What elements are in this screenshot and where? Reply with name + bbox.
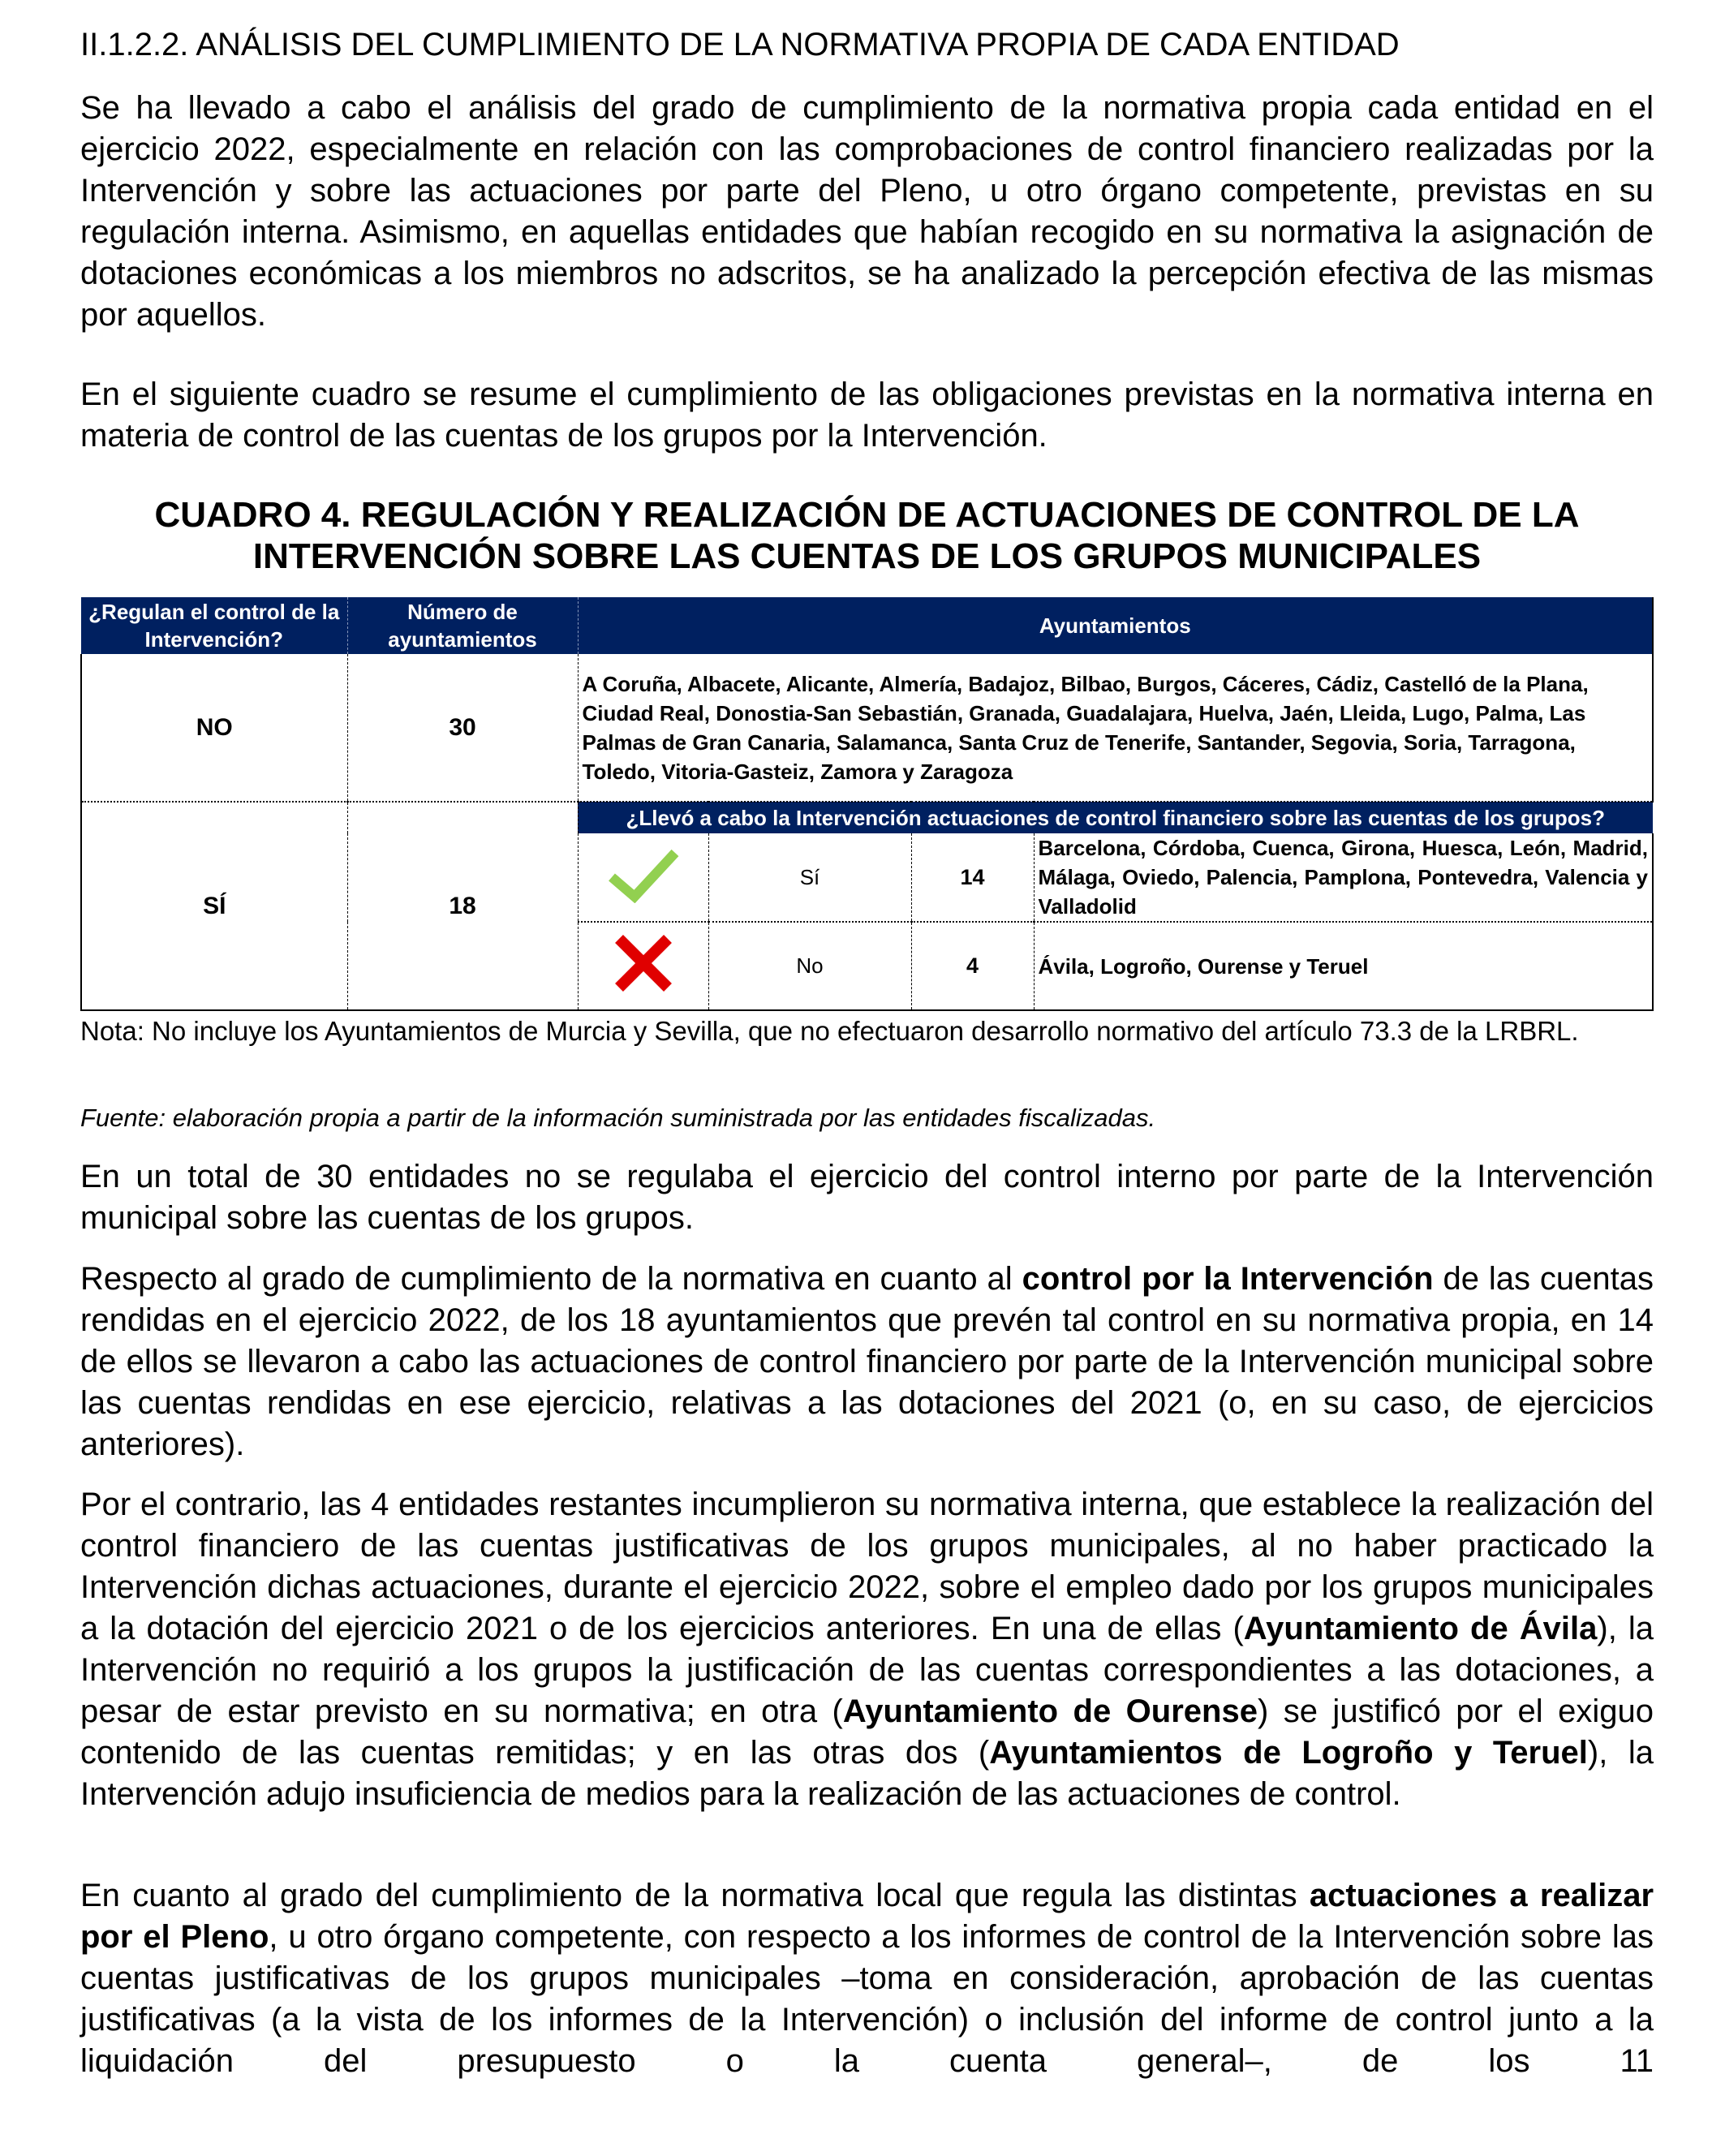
p6-bold: actuaciones a realizar por el Pleno [80, 1878, 1654, 1955]
no-count: 4 [911, 922, 1034, 1010]
no-label: No [708, 922, 911, 1010]
header-numero: Número de ayuntamientos [347, 597, 578, 654]
p5-text-3: ) se justificó por el exiguo contenido de las cuentas remitidas; y en las otras dos ( [80, 1693, 1654, 1771]
p4-text: Respecto al grado de cumplimiento de la normativa en cuanto al [80, 1261, 1022, 1297]
count-si: 18 [347, 802, 578, 1010]
paragraph-6 [80, 1875, 1654, 2082]
paragraph-1: Se ha llevado a cabo el análisis del grado de cumplimiento de la normativa propia cada entidad en el ejercicio 2022, especialmente en relación con las comprobaciones de control financiero realizadas por la Intervención y sobre las actuaciones por parte del Pleno, u otro órgano competente, previstas en su regulación interna. Asimismo, en aquellas entidades que habían recogido en su normativa la asignación de dotaciones económicas a los miembros no adscritos, se ha analizado la percepción efectiva de las mismas por aquellos. [80, 90, 1654, 333]
table-note: Nota: No incluye los Ayuntamientos de Murcia y Sevilla, que no efectuaron desarrollo normativo del artículo 73.3 de la LRBRL. [80, 1016, 1579, 1046]
answer-si: SÍ [81, 802, 347, 1010]
yes-label: Sí [708, 833, 911, 922]
p5-text-4: ), la Intervención adujo insuficiencia de medios para la realización de las actuaciones de control. [80, 1735, 1654, 1812]
header-ayuntamientos: Ayuntamientos [578, 597, 1653, 654]
table-row-si [81, 802, 1653, 833]
p4-text-2: de las cuentas rendidas en el ejercicio 2022, de los 18 ayuntamientos que prevén tal control en su normativa propia, en 14 de ellos se llevaron a cabo las actuaciones de control financiero por parte de la Intervención municipal sobre las cuentas rendidas en ese ejercicio, relativas a las dotaciones del 2021 (o, en su caso, de ejercicios anteriores). [80, 1261, 1654, 1462]
count-no: 30 [347, 654, 578, 802]
p5-bold-logrono-teruel: Ayuntamientos de Logroño y Teruel [989, 1735, 1588, 1771]
list-no: A Coruña, Albacete, Alicante, Almería, Badajoz, Bilbao, Burgos, Cáceres, Cádiz, Castelló de la Plana, Ciudad Real, Donostia-San Sebastián, Granada, Guadalajara, Huelva, Jaén, Lleida, Lugo, Palma, Las Palmas de Gran Canaria, Salamanca, Santa Cruz de Tenerife, Santander, Segovia, Soria, Tarragona, Toledo, Vitoria-Gasteiz, Zamora y Zaragoza [578, 654, 1653, 802]
table-source: Fuente: elaboración propia a partir de la información suministrada por las entidades fiscalizadas. [80, 1104, 1156, 1132]
header-regulan: ¿Regulan el control de la Intervención? [81, 597, 347, 654]
paragraph-3: En un total de 30 entidades no se regulaba el ejercicio del control interno por parte de la Intervención municipal sobre las cuentas de los grupos. [80, 1159, 1654, 1236]
answer-no: NO [81, 654, 347, 802]
table-header-row [81, 597, 1653, 654]
table-row-no [81, 654, 1653, 802]
cuadro-4-table [80, 597, 1654, 1011]
table-title [80, 494, 1654, 577]
p5-bold-avila: Ayuntamiento de Ávila [1243, 1611, 1598, 1646]
p5-text-2: ), la Intervención no requirió a los grupos la justificación de las cuentas correspondientes a las dotaciones, a pesar de estar previsto en su normativa; en otra ( [80, 1611, 1654, 1729]
p6-text-2: , u otro órgano competente, con respecto a los informes de control de la Intervención sobre las cuentas justificativas de los grupos municipales –toma en consideración, aprobación de las cuentas justificativas (a la vista de los informes de la Intervención) o inclusión del informe de control junto a la liquidación del presupuesto o la cuenta general–, de los 11 [80, 1919, 1654, 2079]
table-title-line-1: CUADRO 4. REGULACIÓN Y REALIZACIÓN DE ACTUACIONES DE CONTROL DE LA [154, 495, 1580, 535]
no-list: Ávila, Logroño, Ourense y Teruel [1034, 922, 1653, 1010]
yes-count: 14 [911, 833, 1034, 922]
paragraph-2: En el siguiente cuadro se resume el cumplimiento de las obligaciones previstas en la normativa interna en materia de control de las cuentas de los grupos por la Intervención. [80, 377, 1654, 454]
table-title-line-2: INTERVENCIÓN SOBRE LAS CUENTAS DE LOS GRUPOS MUNICIPALES [252, 536, 1482, 576]
p5-text: Por el contrario, las 4 entidades restantes incumplieron su normativa interna, que establece la realización del control financiero de las cuentas justificativas de los grupos municipales, al no haber practicado la Intervención dichas actuaciones, durante el ejercicio 2022, sobre el empleo dado por los grupos municipales a la dotación del ejercicio 2021 o de los ejercicios anteriores. En una de ellas ( [80, 1487, 1654, 1646]
p5-bold-ourense: Ayuntamiento de Ourense [842, 1693, 1258, 1729]
section-heading: II.1.2.2. ANÁLISIS DEL CUMPLIMIENTO DE LA NORMATIVA PROPIA DE CADA ENTIDAD [80, 27, 1400, 62]
subheader-control: ¿Llevó a cabo la Intervención actuaciones de control financiero sobre las cuentas de los grupos? [578, 802, 1653, 833]
check-icon [578, 833, 708, 922]
paragraph-5 [80, 1484, 1654, 1815]
p4-bold: control por la Intervención [1022, 1261, 1434, 1297]
yes-list: Barcelona, Córdoba, Cuenca, Girona, Huesca, León, Madrid, Málaga, Oviedo, Palencia, Pamplona, Pontevedra, Valencia y Valladolid [1034, 833, 1653, 922]
cross-icon [578, 922, 708, 1010]
paragraph-4 [80, 1259, 1654, 1465]
p6-text: En cuanto al grado del cumplimiento de la normativa local que regula las distintas [80, 1878, 1310, 1913]
